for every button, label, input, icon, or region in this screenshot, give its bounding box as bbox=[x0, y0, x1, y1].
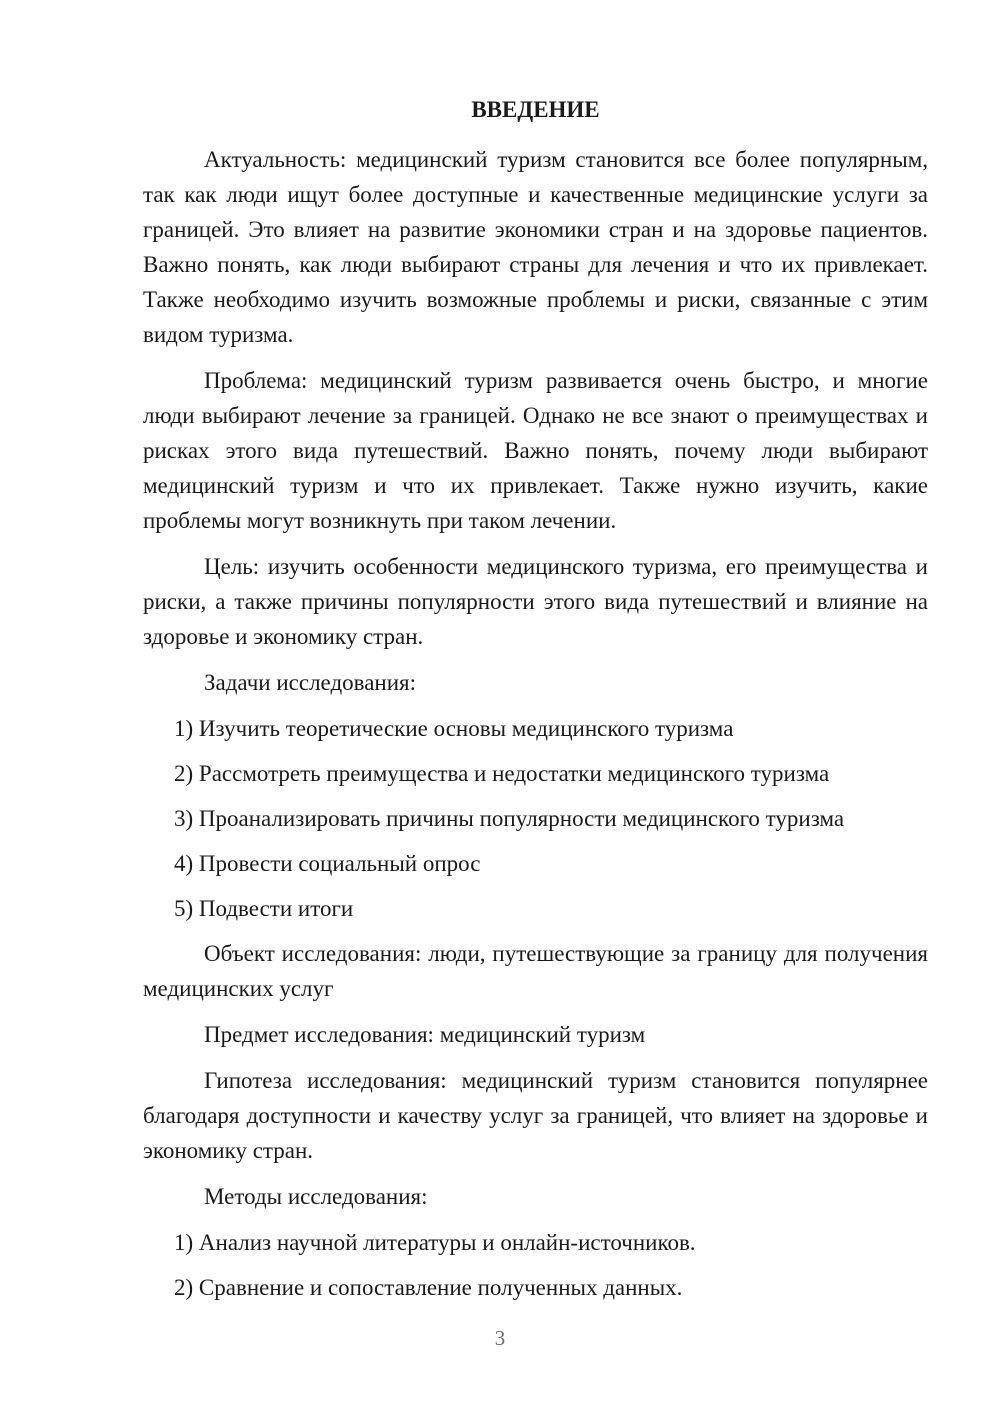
methods-list bbox=[143, 1225, 928, 1305]
problem-paragraph: Проблема: медицинский туризм развивается очень быстро, и многие люди выбирают лечение за границей. Однако не все знают о преимуществах и рисках этого вида путешествий. Важно понять, почему люди выбирают медицинский туризм и что их привлекает. Также нужно изучить, какие проблемы могут возникнуть при таком лечении. bbox=[143, 368, 928, 533]
list-item: 2) Рассмотреть преимущества и недостатки медицинского туризма bbox=[174, 761, 830, 786]
relevance-paragraph: Актуальность: медицинский туризм становится все более популярным, так как люди ищут более доступные и качественные медицинские услуги за границей. Это влияет на развитие экономики стран и на здоровье пациентов. Важно понять, как люди выбирают страны для лечения и что их привлекает. Также необходимо изучить возможные проблемы и риски, связанные с этим видом туризма. bbox=[143, 147, 928, 347]
tasks-heading: Задачи исследования: bbox=[204, 670, 417, 695]
hypothesis-paragraph: Гипотеза исследования: медицинский туризм становится популярнее благодаря доступности и качеству услуг за границей, что влияет на здоровье и экономику стран. bbox=[143, 1068, 928, 1163]
list-item: 3) Проанализировать причины популярности медицинского туризма bbox=[174, 806, 845, 831]
list-item: 1) Анализ научной литературы и онлайн-источников. bbox=[174, 1230, 696, 1255]
list-item: 5) Подвести итоги bbox=[174, 896, 354, 921]
tasks-list bbox=[143, 711, 928, 926]
goal-paragraph: Цель: изучить особенности медицинского туризма, его преимущества и риски, а также причины популярности этого вида путешествий и влияние на здоровье и экономику стран. bbox=[143, 554, 928, 649]
methods-heading: Методы исследования: bbox=[204, 1184, 428, 1209]
list-item: 1) Изучить теоретические основы медицинского туризма bbox=[174, 716, 734, 741]
page-title: ВВЕДЕНИЕ bbox=[471, 97, 600, 122]
list-item: 2) Сравнение и сопоставление полученных данных. bbox=[174, 1275, 683, 1300]
subject-paragraph: Предмет исследования: медицинский туризм bbox=[204, 1022, 646, 1047]
page-number: 3 bbox=[494, 1326, 506, 1350]
object-paragraph: Объект исследования: люди, путешествующие за границу для получения медицинских услуг bbox=[143, 941, 928, 1001]
document-page bbox=[143, 92, 928, 1315]
list-item: 4) Провести социальный опрос bbox=[174, 851, 481, 876]
